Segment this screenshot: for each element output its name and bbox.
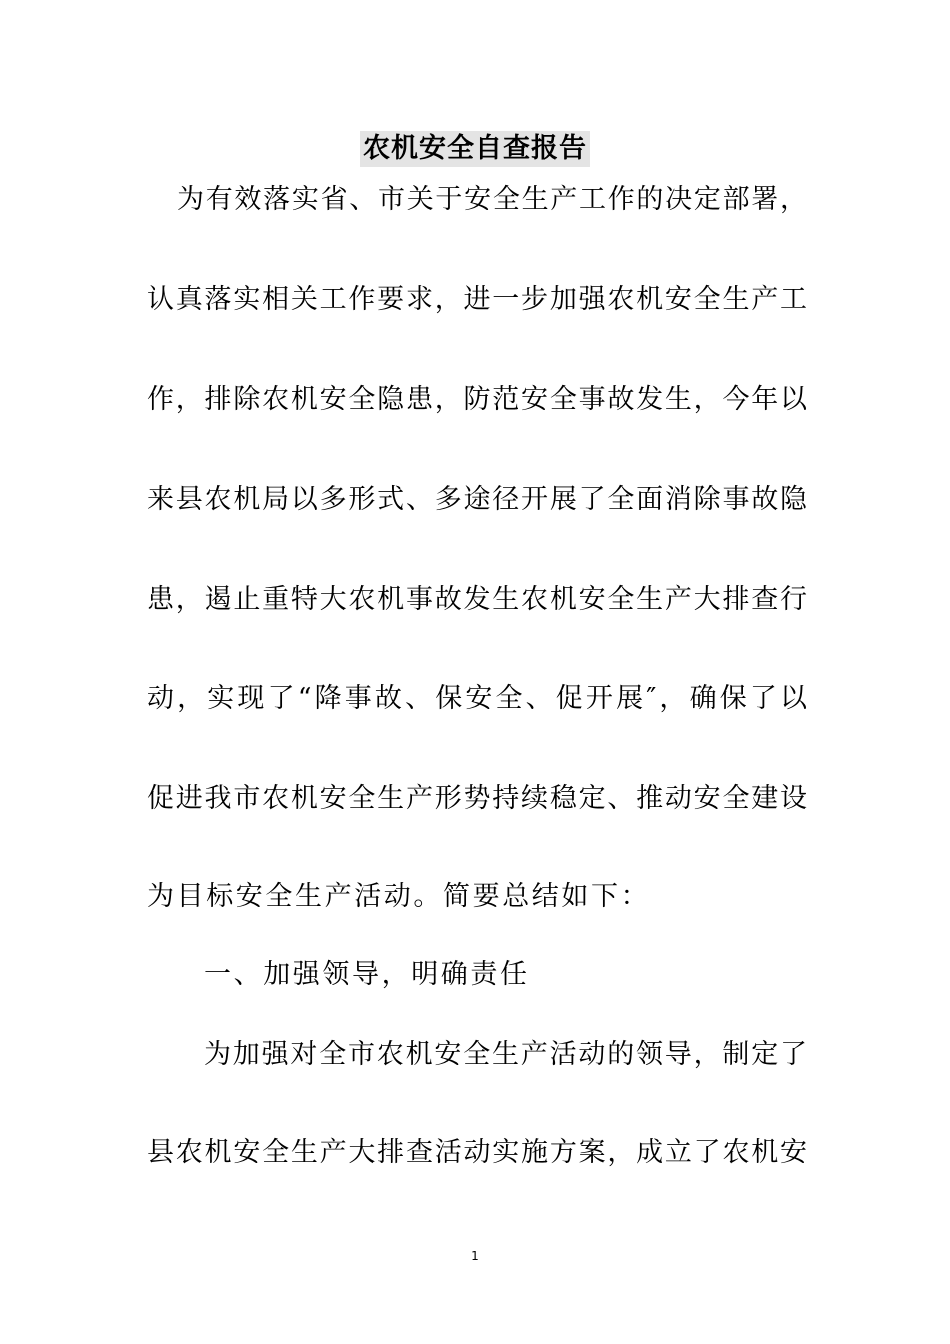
document-title: 农机安全自查报告 bbox=[360, 131, 590, 167]
paragraph-line: 作，排除农机安全隐患，防范安全事故发生，今年以 bbox=[147, 384, 807, 415]
paragraph-line: 认真落实相关工作要求，进一步加强农机安全生产工 bbox=[147, 284, 807, 315]
section-heading: 一、加强领导，明确责任 bbox=[204, 959, 530, 990]
paragraph-line: 县农机安全生产大排查活动实施方案，成立了农机安 bbox=[147, 1137, 807, 1168]
title-container bbox=[0, 131, 950, 167]
paragraph-line: 促进我市农机安全生产形势持续稳定、推动安全建设 bbox=[147, 783, 807, 814]
paragraph-line: 为有效落实省、市关于安全生产工作的决定部署， bbox=[177, 184, 807, 215]
paragraph-line: 为目标安全生产活动。简要总结如下： bbox=[147, 881, 651, 912]
paragraph-line: 为加强对全市农机安全生产活动的领导，制定了 bbox=[204, 1039, 807, 1070]
paragraph-line: 动，实现了“降事故、保安全、促开展″，确保了以 bbox=[147, 683, 807, 714]
paragraph-line: 患，遏止重特大农机事故发生农机安全生产大排查行 bbox=[147, 584, 807, 615]
page-number: 1 bbox=[471, 1249, 479, 1263]
paragraph-line: 来县农机局以多形式、多途径开展了全面消除事故隐 bbox=[147, 484, 807, 515]
